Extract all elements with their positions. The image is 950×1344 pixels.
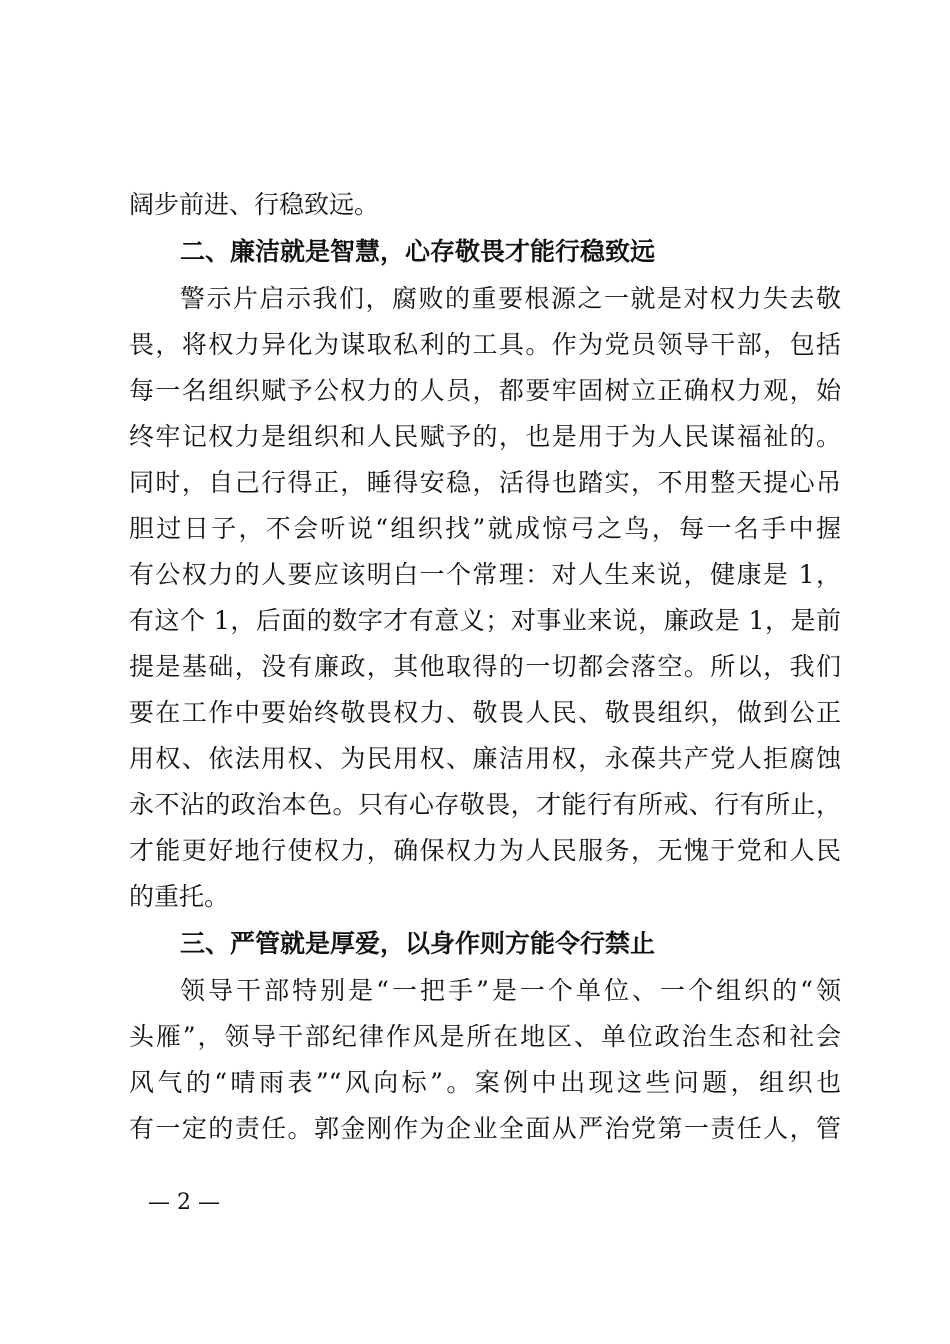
paragraph-line: 头雁”，领导干部纪律作风是所在地区、单位政治生态和社会 xyxy=(129,1022,841,1051)
paragraph-line: 才能更好地行使权力，确保权力为人民服务，无愧于党和人民 xyxy=(129,836,841,865)
paragraph-line: 用权、依法用权、为民用权、廉洁用权，永葆共产党人拒腐蚀 xyxy=(129,744,841,773)
paragraph-line: 阔步前进、行稳致远。 xyxy=(129,190,380,219)
paragraph-line: 胆过日子，不会听说“组织找”就成惊弓之鸟，每一名手中握 xyxy=(129,514,841,543)
paragraph-line: 每一名组织赋予公权力的人员，都要牢固树立正确权力观，始 xyxy=(129,376,841,405)
paragraph-line: 永不沾的政治本色。只有心存敬畏，才能行有所戒、行有所止， xyxy=(129,790,841,819)
paragraph-line: 有这个 1，后面的数字才有意义；对事业来说，廉政是 1，是前 xyxy=(129,606,841,635)
section-heading-2: 二、廉洁就是智慧，心存敬畏才能行稳致远 xyxy=(180,237,656,266)
paragraph-line: 终牢记权力是组织和人民赋予的，也是用于为人民谋福祉的。 xyxy=(129,422,841,451)
paragraph-line: 警示片启示我们，腐败的重要根源之一就是对权力失去敬 xyxy=(180,284,841,313)
page-number: — 2 — xyxy=(148,1190,220,1215)
paragraph-line: 有一定的责任。郭金刚作为企业全面从严治党第一责任人，管 xyxy=(129,1114,841,1143)
paragraph-line: 畏，将权力异化为谋取私利的工具。作为党员领导干部，包括 xyxy=(129,330,841,359)
paragraph-line: 同时，自己行得正，睡得安稳，活得也踏实，不用整天提心吊 xyxy=(129,468,841,497)
paragraph-line: 要在工作中要始终敬畏权力、敬畏人民、敬畏组织，做到公正 xyxy=(129,698,841,727)
paragraph-line: 的重托。 xyxy=(129,882,230,911)
paragraph-line: 有公权力的人要应该明白一个常理：对人生来说，健康是 1， xyxy=(129,560,841,589)
paragraph-line: 领导干部特别是“一把手”是一个单位、一个组织的“领 xyxy=(180,976,841,1005)
section-heading-3: 三、严管就是厚爱，以身作则方能令行禁止 xyxy=(180,929,656,958)
paragraph-line: 提是基础，没有廉政，其他取得的一切都会落空。所以，我们 xyxy=(129,652,841,681)
paragraph-line: 风气的“晴雨表”“风向标”。案例中出现这些问题，组织也 xyxy=(129,1068,841,1097)
